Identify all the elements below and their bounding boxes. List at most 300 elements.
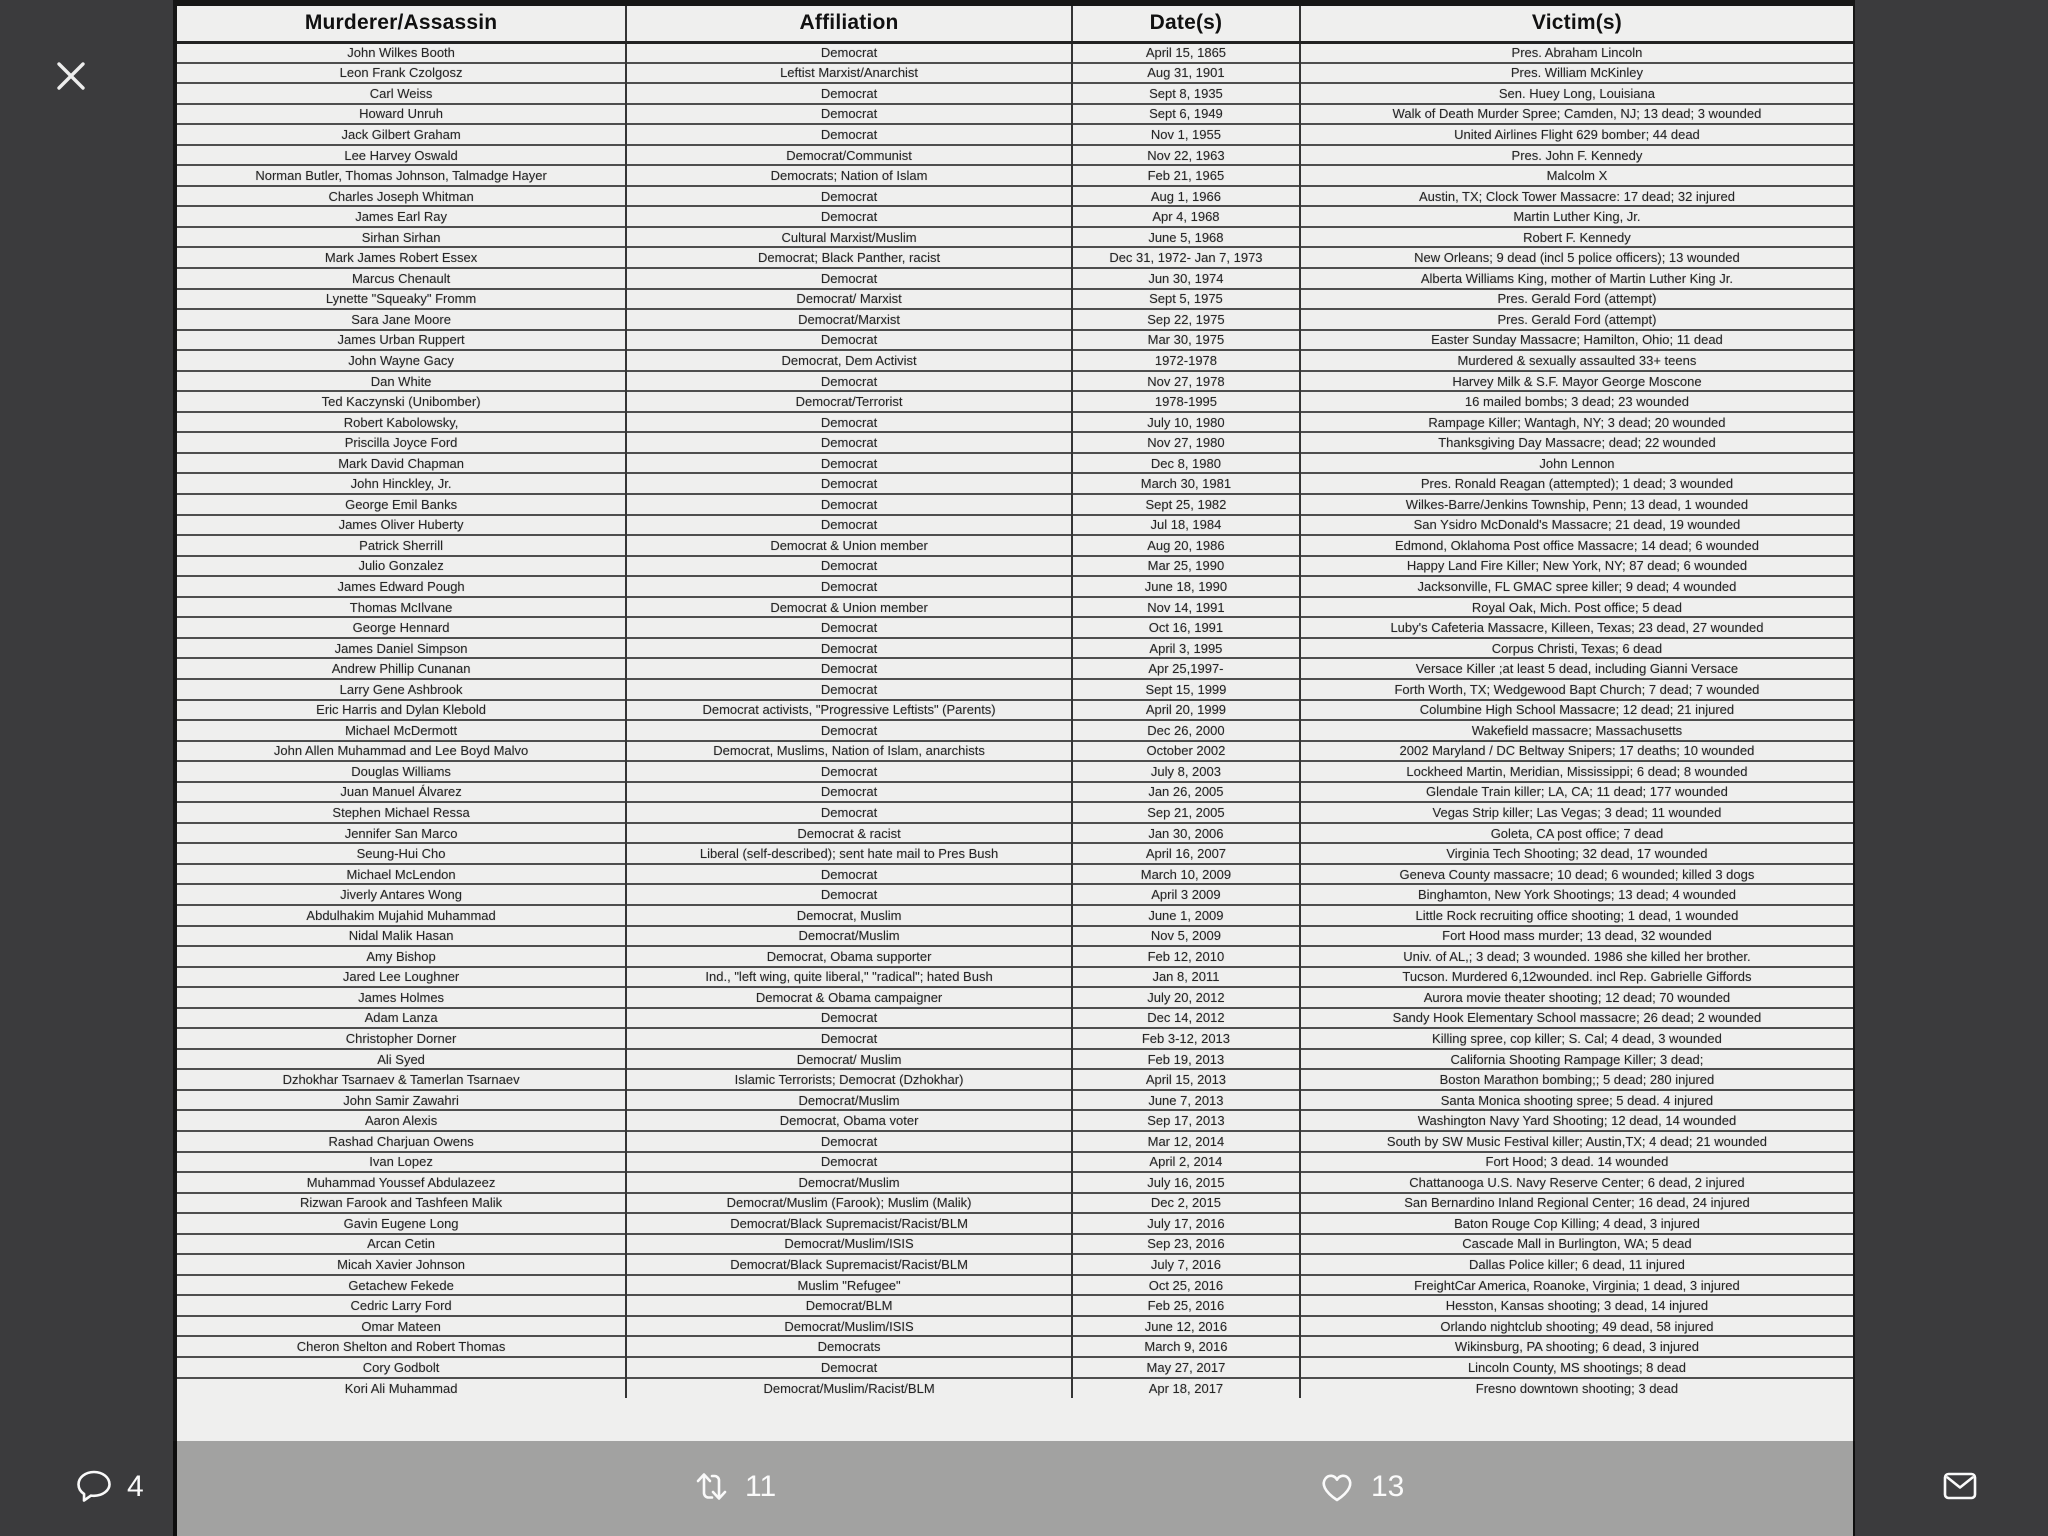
- cell-murderer: James Earl Ray: [177, 206, 626, 227]
- cell-murderer: John Wayne Gacy: [177, 350, 626, 371]
- cell-murderer: Ivan Lopez: [177, 1152, 626, 1173]
- table-row: [177, 823, 1853, 844]
- cell-victims: Univ. of AL,; 3 dead; 3 wounded. 1986 she killed her brother.: [1300, 946, 1853, 967]
- cell-murderer: Andrew Phillip Cunanan: [177, 658, 626, 679]
- table-row: [177, 432, 1853, 453]
- cell-murderer: Dan White: [177, 371, 626, 392]
- cell-murderer: Adam Lanza: [177, 1008, 626, 1029]
- cell-date: April 16, 2007: [1072, 843, 1300, 864]
- cell-affiliation: Democrats; Nation of Islam: [626, 165, 1072, 186]
- cell-victims: Geneva County massacre; 10 dead; 6 wounded; killed 3 dogs: [1300, 864, 1853, 885]
- cell-affiliation: Democrat, Muslims, Nation of Islam, anarchists: [626, 741, 1072, 762]
- cell-victims: Baton Rouge Cop Killing; 4 dead, 3 injured: [1300, 1213, 1853, 1234]
- cell-victims: Easter Sunday Massacre; Hamilton, Ohio; 11 dead: [1300, 330, 1853, 351]
- cell-victims: Aurora movie theater shooting; 12 dead; 70 wounded: [1300, 987, 1853, 1008]
- cell-murderer: Nidal Malik Hasan: [177, 926, 626, 947]
- cell-affiliation: Democrat: [626, 1008, 1072, 1029]
- cell-affiliation: Democrat: [626, 884, 1072, 905]
- cell-date: April 2, 2014: [1072, 1152, 1300, 1173]
- column-header-dates: Date(s): [1072, 6, 1300, 42]
- cell-murderer: Aaron Alexis: [177, 1110, 626, 1131]
- cell-victims: Fort Hood mass murder; 13 dead, 32 wounded: [1300, 926, 1853, 947]
- cell-murderer: Jiverly Antares Wong: [177, 884, 626, 905]
- cell-affiliation: Democrat: [626, 617, 1072, 638]
- cell-date: June 18, 1990: [1072, 576, 1300, 597]
- cell-date: Oct 25, 2016: [1072, 1275, 1300, 1296]
- cell-affiliation: Democrat, Muslim: [626, 905, 1072, 926]
- cell-affiliation: Ind., "left wing, quite liberal," "radical"; hated Bush: [626, 967, 1072, 988]
- cell-murderer: John Samir Zawahri: [177, 1090, 626, 1111]
- table-row: [177, 1028, 1853, 1049]
- cell-victims: Alberta Williams King, mother of Martin Luther King Jr.: [1300, 268, 1853, 289]
- like-count: 13: [1371, 1470, 1405, 1503]
- cell-date: April 15, 2013: [1072, 1069, 1300, 1090]
- cell-date: Sept 6, 1949: [1072, 104, 1300, 125]
- table-row: [177, 1172, 1853, 1193]
- cell-affiliation: Democrat/Muslim: [626, 1172, 1072, 1193]
- cell-affiliation: Democrat, Obama voter: [626, 1110, 1072, 1131]
- table-row: [177, 884, 1853, 905]
- cell-victims: Wikinsburg, PA shooting; 6 dead, 3 injured: [1300, 1336, 1853, 1357]
- cell-date: Apr 25,1997-: [1072, 658, 1300, 679]
- cell-victims: Hesston, Kansas shooting; 3 dead, 14 injured: [1300, 1295, 1853, 1316]
- cell-affiliation: Islamic Terrorists; Democrat (Dzhokhar): [626, 1069, 1072, 1090]
- table-row: [177, 741, 1853, 762]
- cell-murderer: Ali Syed: [177, 1049, 626, 1070]
- cell-murderer: Getachew Fekede: [177, 1275, 626, 1296]
- cell-date: Dec 8, 1980: [1072, 453, 1300, 474]
- cell-murderer: Jack Gilbert Graham: [177, 124, 626, 145]
- table-row: [177, 1193, 1853, 1214]
- cell-murderer: Patrick Sherrill: [177, 535, 626, 556]
- table-row: [177, 1008, 1853, 1029]
- cell-affiliation: Democrat: [626, 42, 1072, 63]
- table-row: [177, 720, 1853, 741]
- heart-icon: [1316, 1468, 1358, 1506]
- murderer-table: [177, 6, 1853, 1398]
- cell-affiliation: Leftist Marxist/Anarchist: [626, 63, 1072, 84]
- retweet-button[interactable]: [690, 1468, 776, 1506]
- cell-murderer: Howard Unruh: [177, 104, 626, 125]
- table-row: [177, 658, 1853, 679]
- cell-affiliation: Democrat: [626, 658, 1072, 679]
- cell-date: Mar 30, 1975: [1072, 330, 1300, 351]
- cell-murderer: Stephen Michael Ressa: [177, 802, 626, 823]
- cell-victims: Fresno downtown shooting; 3 dead: [1300, 1378, 1853, 1399]
- cell-affiliation: Democrat & Union member: [626, 535, 1072, 556]
- cell-murderer: Cedric Larry Ford: [177, 1295, 626, 1316]
- table-row: [177, 186, 1853, 207]
- cell-murderer: Robert Kabolowsky,: [177, 412, 626, 433]
- column-header-murderer: Murderer/Assassin: [177, 6, 626, 42]
- cell-affiliation: Democrat; Black Panther, racist: [626, 247, 1072, 268]
- cell-date: Sep 22, 1975: [1072, 309, 1300, 330]
- table-row: [177, 1275, 1853, 1296]
- close-icon: [54, 59, 88, 93]
- cell-victims: Pres. Abraham Lincoln: [1300, 42, 1853, 63]
- table-row: [177, 473, 1853, 494]
- cell-affiliation: Democrat: [626, 576, 1072, 597]
- cell-date: Aug 31, 1901: [1072, 63, 1300, 84]
- cell-date: Sept 5, 1975: [1072, 289, 1300, 310]
- cell-victims: Forth Worth, TX; Wedgewood Bapt Church; 7 dead; 7 wounded: [1300, 679, 1853, 700]
- cell-date: Sep 17, 2013: [1072, 1110, 1300, 1131]
- table-row: [177, 576, 1853, 597]
- table-row: [177, 761, 1853, 782]
- reply-button[interactable]: [74, 1468, 144, 1506]
- shared-image[interactable]: [173, 0, 1855, 1536]
- cell-murderer: John Allen Muhammad and Lee Boyd Malvo: [177, 741, 626, 762]
- cell-date: Dec 26, 2000: [1072, 720, 1300, 741]
- cell-victims: Santa Monica shooting spree; 5 dead. 4 injured: [1300, 1090, 1853, 1111]
- cell-victims: Pres. John F. Kennedy: [1300, 145, 1853, 166]
- cell-affiliation: Democrat: [626, 802, 1072, 823]
- cell-murderer: Thomas McIlvane: [177, 597, 626, 618]
- cell-murderer: Ted Kaczynski (Unibomber): [177, 391, 626, 412]
- cell-murderer: Amy Bishop: [177, 946, 626, 967]
- cell-victims: 2002 Maryland / DC Beltway Snipers; 17 deaths; 10 wounded: [1300, 741, 1853, 762]
- cell-affiliation: Democrat/Muslim: [626, 1090, 1072, 1111]
- cell-victims: Orlando nightclub shooting; 49 dead, 58 injured: [1300, 1316, 1853, 1337]
- table-row: [177, 802, 1853, 823]
- cell-murderer: Muhammad Youssef Abdulazeez: [177, 1172, 626, 1193]
- cell-victims: Edmond, Oklahoma Post office Massacre; 14 dead; 6 wounded: [1300, 535, 1853, 556]
- cell-date: June 5, 1968: [1072, 227, 1300, 248]
- column-header-affiliation: Affiliation: [626, 6, 1072, 42]
- cell-affiliation: Cultural Marxist/Muslim: [626, 227, 1072, 248]
- cell-affiliation: Democrat/Muslim: [626, 926, 1072, 947]
- cell-victims: Goleta, CA post office; 7 dead: [1300, 823, 1853, 844]
- reply-count: 4: [127, 1470, 144, 1503]
- cell-date: Feb 25, 2016: [1072, 1295, 1300, 1316]
- cell-victims: Killing spree, cop killer; S. Cal; 4 dead, 3 wounded: [1300, 1028, 1853, 1049]
- cell-affiliation: Democrat: [626, 1152, 1072, 1173]
- table-row: [177, 1316, 1853, 1337]
- cell-affiliation: Democrat: [626, 782, 1072, 803]
- cell-date: March 10, 2009: [1072, 864, 1300, 885]
- table-row: [177, 782, 1853, 803]
- cell-date: Jan 8, 2011: [1072, 967, 1300, 988]
- cell-murderer: Leon Frank Czolgosz: [177, 63, 626, 84]
- cell-date: July 16, 2015: [1072, 1172, 1300, 1193]
- cell-victims: Washington Navy Yard Shooting; 12 dead, 14 wounded: [1300, 1110, 1853, 1131]
- cell-date: Nov 27, 1980: [1072, 432, 1300, 453]
- table-row: [177, 1069, 1853, 1090]
- cell-murderer: James Oliver Huberty: [177, 515, 626, 536]
- cell-affiliation: Democrat, Obama supporter: [626, 946, 1072, 967]
- cell-murderer: Juan Manuel Álvarez: [177, 782, 626, 803]
- cell-murderer: Michael McLendon: [177, 864, 626, 885]
- cell-victims: Pres. Ronald Reagan (attempted); 1 dead; 3 wounded: [1300, 473, 1853, 494]
- table-row: [177, 494, 1853, 515]
- retweet-count: 11: [745, 1470, 777, 1503]
- cell-date: Apr 4, 1968: [1072, 206, 1300, 227]
- cell-victims: United Airlines Flight 629 bomber; 44 dead: [1300, 124, 1853, 145]
- table-row: [177, 83, 1853, 104]
- cell-victims: Pres. Gerald Ford (attempt): [1300, 289, 1853, 310]
- cell-murderer: John Wilkes Booth: [177, 42, 626, 63]
- table-row: [177, 247, 1853, 268]
- table-row: [177, 104, 1853, 125]
- cell-date: Jul 18, 1984: [1072, 515, 1300, 536]
- table-row: [177, 843, 1853, 864]
- cell-murderer: Omar Mateen: [177, 1316, 626, 1337]
- cell-victims: Vegas Strip killer; Las Vegas; 3 dead; 11 wounded: [1300, 802, 1853, 823]
- cell-victims: Austin, TX; Clock Tower Massacre: 17 dead; 32 injured: [1300, 186, 1853, 207]
- table-header-row: [177, 6, 1853, 42]
- cell-murderer: George Emil Banks: [177, 494, 626, 515]
- cell-murderer: Jennifer San Marco: [177, 823, 626, 844]
- cell-victims: 16 mailed bombs; 3 dead; 23 wounded: [1300, 391, 1853, 412]
- cell-murderer: Marcus Chenault: [177, 268, 626, 289]
- cell-affiliation: Democrat: [626, 124, 1072, 145]
- cell-murderer: Rashad Charjuan Owens: [177, 1131, 626, 1152]
- table-row: [177, 864, 1853, 885]
- table-row: [177, 206, 1853, 227]
- cell-date: Sept 25, 1982: [1072, 494, 1300, 515]
- table-row: [177, 227, 1853, 248]
- cell-affiliation: Democrat & Obama campaigner: [626, 987, 1072, 1008]
- cell-affiliation: Democrat: [626, 556, 1072, 577]
- cell-date: Dec 14, 2012: [1072, 1008, 1300, 1029]
- cell-affiliation: Democrat: [626, 104, 1072, 125]
- table-row: [177, 1336, 1853, 1357]
- cell-date: July 7, 2016: [1072, 1254, 1300, 1275]
- cell-victims: Thanksgiving Day Massacre; dead; 22 wounded: [1300, 432, 1853, 453]
- cell-date: Dec 31, 1972- Jan 7, 1973: [1072, 247, 1300, 268]
- cell-murderer: Priscilla Joyce Ford: [177, 432, 626, 453]
- table-row: [177, 905, 1853, 926]
- cell-date: Oct 16, 1991: [1072, 617, 1300, 638]
- cell-affiliation: Democrat: [626, 268, 1072, 289]
- table-row: [177, 946, 1853, 967]
- cell-murderer: Eric Harris and Dylan Klebold: [177, 700, 626, 721]
- cell-murderer: Sirhan Sirhan: [177, 227, 626, 248]
- cell-affiliation: Democrat: [626, 206, 1072, 227]
- cell-affiliation: Democrat: [626, 1028, 1072, 1049]
- cell-murderer: Carl Weiss: [177, 83, 626, 104]
- cell-date: July 17, 2016: [1072, 1213, 1300, 1234]
- cell-victims: Glendale Train killer; LA, CA; 11 dead; 177 wounded: [1300, 782, 1853, 803]
- cell-victims: Boston Marathon bombing;; 5 dead; 280 injured: [1300, 1069, 1853, 1090]
- cell-victims: Walk of Death Murder Spree; Camden, NJ; 13 dead; 3 wounded: [1300, 104, 1853, 125]
- cell-affiliation: Democrat/Muslim/ISIS: [626, 1316, 1072, 1337]
- cell-date: Mar 25, 1990: [1072, 556, 1300, 577]
- cell-murderer: Kori Ali Muhammad: [177, 1378, 626, 1399]
- table-row: [177, 597, 1853, 618]
- table-row: [177, 165, 1853, 186]
- cell-affiliation: Democrat/Black Supremacist/Racist/BLM: [626, 1213, 1072, 1234]
- table-row: [177, 268, 1853, 289]
- table-row: [177, 63, 1853, 84]
- cell-victims: Lincoln County, MS shootings; 8 dead: [1300, 1357, 1853, 1378]
- cell-murderer: Michael McDermott: [177, 720, 626, 741]
- table-row: [177, 350, 1853, 371]
- close-button[interactable]: [50, 54, 94, 98]
- cell-murderer: Arcan Cetin: [177, 1234, 626, 1255]
- cell-murderer: Norman Butler, Thomas Johnson, Talmadge Hayer: [177, 165, 626, 186]
- cell-murderer: James Daniel Simpson: [177, 638, 626, 659]
- cell-date: March 30, 1981: [1072, 473, 1300, 494]
- cell-victims: Royal Oak, Mich. Post office; 5 dead: [1300, 597, 1853, 618]
- cell-date: Sep 21, 2005: [1072, 802, 1300, 823]
- cell-murderer: James Holmes: [177, 987, 626, 1008]
- cell-victims: Martin Luther King, Jr.: [1300, 206, 1853, 227]
- cell-affiliation: Democrat & racist: [626, 823, 1072, 844]
- cell-date: July 20, 2012: [1072, 987, 1300, 1008]
- cell-affiliation: Liberal (self-described); sent hate mail to Pres Bush: [626, 843, 1072, 864]
- cell-victims: Versace Killer ;at least 5 dead, including Gianni Versace: [1300, 658, 1853, 679]
- cell-murderer: Sara Jane Moore: [177, 309, 626, 330]
- cell-date: Nov 14, 1991: [1072, 597, 1300, 618]
- cell-murderer: Lee Harvey Oswald: [177, 145, 626, 166]
- cell-affiliation: Democrat: [626, 1357, 1072, 1378]
- speech-bubble-icon: [74, 1468, 114, 1506]
- cell-victims: Fort Hood; 3 dead. 14 wounded: [1300, 1152, 1853, 1173]
- table-row: [177, 453, 1853, 474]
- table-row: [177, 371, 1853, 392]
- cell-victims: Dallas Police killer; 6 dead, 11 injured: [1300, 1254, 1853, 1275]
- cell-affiliation: Democrat: [626, 412, 1072, 433]
- cell-murderer: Micah Xavier Johnson: [177, 1254, 626, 1275]
- table-row: [177, 987, 1853, 1008]
- message-button[interactable]: [1940, 1468, 1980, 1504]
- cell-victims: South by SW Music Festival killer; Austin,TX; 4 dead; 21 wounded: [1300, 1131, 1853, 1152]
- cell-date: May 27, 2017: [1072, 1357, 1300, 1378]
- cell-date: Aug 20, 1986: [1072, 535, 1300, 556]
- table-row: [177, 1213, 1853, 1234]
- cell-victims: Columbine High School Massacre; 12 dead; 21 injured: [1300, 700, 1853, 721]
- cell-date: June 7, 2013: [1072, 1090, 1300, 1111]
- cell-murderer: Charles Joseph Whitman: [177, 186, 626, 207]
- cell-murderer: Mark David Chapman: [177, 453, 626, 474]
- cell-murderer: Rizwan Farook and Tashfeen Malik: [177, 1193, 626, 1214]
- table-row: [177, 1110, 1853, 1131]
- table-row: [177, 556, 1853, 577]
- cell-victims: John Lennon: [1300, 453, 1853, 474]
- cell-victims: Binghamton, New York Shootings; 13 dead; 4 wounded: [1300, 884, 1853, 905]
- cell-victims: FreightCar America, Roanoke, Virginia; 1 dead, 3 injured: [1300, 1275, 1853, 1296]
- cell-victims: Wilkes-Barre/Jenkins Township, Penn; 13 dead, 1 wounded: [1300, 494, 1853, 515]
- cell-date: Feb 19, 2013: [1072, 1049, 1300, 1070]
- table-row: [177, 1049, 1853, 1070]
- column-header-victims: Victim(s): [1300, 6, 1853, 42]
- cell-victims: Luby's Cafeteria Massacre, Killeen, Texas; 23 dead, 27 wounded: [1300, 617, 1853, 638]
- cell-murderer: Cheron Shelton and Robert Thomas: [177, 1336, 626, 1357]
- cell-victims: Little Rock recruiting office shooting; 1 dead, 1 wounded: [1300, 905, 1853, 926]
- table-row: [177, 1254, 1853, 1275]
- cell-victims: Lockheed Martin, Meridian, Mississippi; 6 dead; 8 wounded: [1300, 761, 1853, 782]
- cell-affiliation: Democrat: [626, 83, 1072, 104]
- cell-victims: Malcolm X: [1300, 165, 1853, 186]
- cell-date: June 12, 2016: [1072, 1316, 1300, 1337]
- table-row: [177, 1152, 1853, 1173]
- table-row: [177, 1295, 1853, 1316]
- cell-affiliation: Democrat: [626, 864, 1072, 885]
- cell-date: April 20, 1999: [1072, 700, 1300, 721]
- table-row: [177, 967, 1853, 988]
- cell-date: 1972-1978: [1072, 350, 1300, 371]
- cell-murderer: James Edward Pough: [177, 576, 626, 597]
- cell-murderer: Douglas Williams: [177, 761, 626, 782]
- cell-victims: Jacksonville, FL GMAC spree killer; 9 dead; 4 wounded: [1300, 576, 1853, 597]
- table-row: [177, 1131, 1853, 1152]
- cell-victims: Corpus Christi, Texas; 6 dead: [1300, 638, 1853, 659]
- cell-date: Feb 3-12, 2013: [1072, 1028, 1300, 1049]
- cell-date: March 9, 2016: [1072, 1336, 1300, 1357]
- like-button[interactable]: [1316, 1468, 1404, 1506]
- cell-affiliation: Democrat & Union member: [626, 597, 1072, 618]
- cell-murderer: Abdulhakim Mujahid Muhammad: [177, 905, 626, 926]
- cell-victims: Cascade Mall in Burlington, WA; 5 dead: [1300, 1234, 1853, 1255]
- cell-date: Feb 12, 2010: [1072, 946, 1300, 967]
- cell-affiliation: Democrat: [626, 515, 1072, 536]
- cell-date: Nov 22, 1963: [1072, 145, 1300, 166]
- cell-victims: Chattanooga U.S. Navy Reserve Center; 6 dead, 2 injured: [1300, 1172, 1853, 1193]
- cell-affiliation: Democrat: [626, 638, 1072, 659]
- cell-murderer: George Hennard: [177, 617, 626, 638]
- table-row: [177, 617, 1853, 638]
- cell-affiliation: Democrat: [626, 453, 1072, 474]
- table-row: [177, 515, 1853, 536]
- cell-date: April 3, 1995: [1072, 638, 1300, 659]
- cell-victims: New Orleans; 9 dead (incl 5 police officers); 13 wounded: [1300, 247, 1853, 268]
- cell-victims: San Ysidro McDonald's Massacre; 21 dead, 19 wounded: [1300, 515, 1853, 536]
- cell-murderer: Jared Lee Loughner: [177, 967, 626, 988]
- cell-victims: Harvey Milk & S.F. Mayor George Moscone: [1300, 371, 1853, 392]
- cell-murderer: James Urban Ruppert: [177, 330, 626, 351]
- cell-affiliation: Democrat: [626, 1131, 1072, 1152]
- cell-affiliation: Democrat: [626, 186, 1072, 207]
- cell-date: Aug 1, 1966: [1072, 186, 1300, 207]
- cell-date: October 2002: [1072, 741, 1300, 762]
- cell-victims: Pres. Gerald Ford (attempt): [1300, 309, 1853, 330]
- cell-date: July 10, 1980: [1072, 412, 1300, 433]
- cell-date: Sept 8, 1935: [1072, 83, 1300, 104]
- table-row: [177, 412, 1853, 433]
- cell-affiliation: Democrat: [626, 679, 1072, 700]
- cell-date: June 1, 2009: [1072, 905, 1300, 926]
- table-row: [177, 145, 1853, 166]
- cell-date: Nov 27, 1978: [1072, 371, 1300, 392]
- cell-date: Jun 30, 1974: [1072, 268, 1300, 289]
- cell-date: 1978-1995: [1072, 391, 1300, 412]
- cell-affiliation: Democrat: [626, 330, 1072, 351]
- cell-victims: Sen. Huey Long, Louisiana: [1300, 83, 1853, 104]
- cell-murderer: Cory Godbolt: [177, 1357, 626, 1378]
- cell-victims: Sandy Hook Elementary School massacre; 26 dead; 2 wounded: [1300, 1008, 1853, 1029]
- cell-date: Nov 5, 2009: [1072, 926, 1300, 947]
- cell-murderer: Larry Gene Ashbrook: [177, 679, 626, 700]
- table-row: [177, 1357, 1853, 1378]
- cell-murderer: Seung-Hui Cho: [177, 843, 626, 864]
- cell-affiliation: Muslim "Refugee": [626, 1275, 1072, 1296]
- table-row: [177, 638, 1853, 659]
- table-row: [177, 391, 1853, 412]
- cell-victims: Tucson. Murdered 6,12wounded. incl Rep. Gabrielle Giffords: [1300, 967, 1853, 988]
- cell-date: Sept 15, 1999: [1072, 679, 1300, 700]
- table-row: [177, 1234, 1853, 1255]
- cell-affiliation: Democrat: [626, 473, 1072, 494]
- cell-date: April 15, 1865: [1072, 42, 1300, 63]
- cell-victims: Robert F. Kennedy: [1300, 227, 1853, 248]
- cell-affiliation: Democrat: [626, 720, 1072, 741]
- cell-affiliation: Democrat/Marxist: [626, 309, 1072, 330]
- table-row: [177, 926, 1853, 947]
- table-row: [177, 535, 1853, 556]
- cell-murderer: Gavin Eugene Long: [177, 1213, 626, 1234]
- cell-affiliation: Democrat/Muslim (Farook); Muslim (Malik): [626, 1193, 1072, 1214]
